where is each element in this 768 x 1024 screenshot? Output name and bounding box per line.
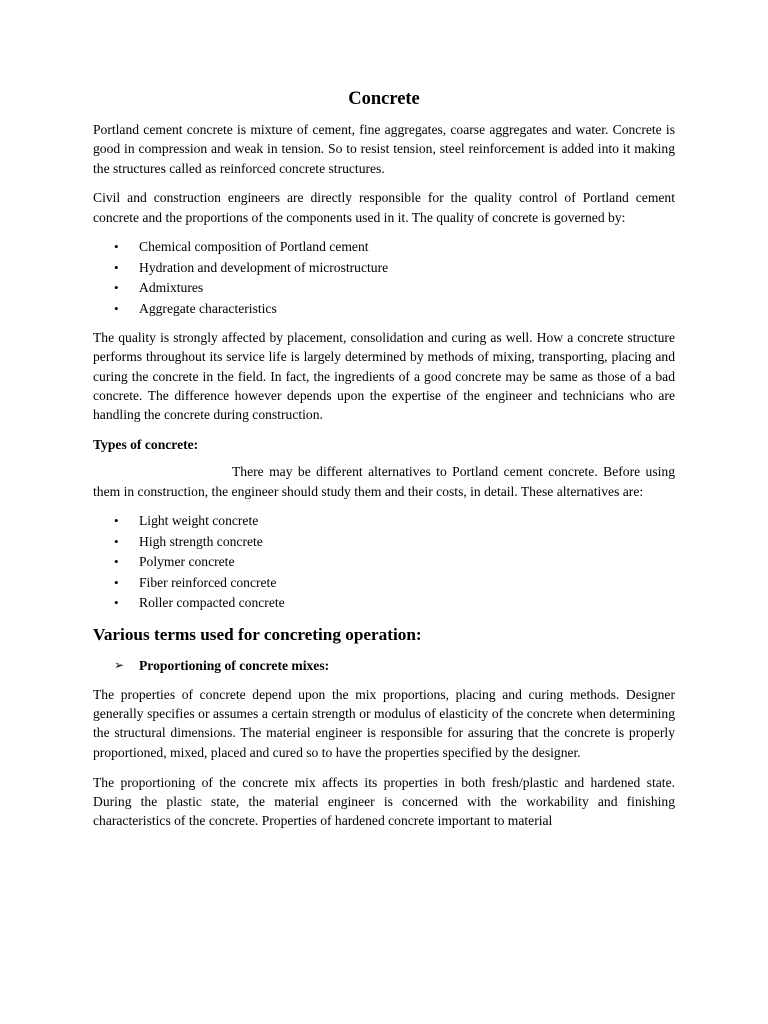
alternatives-list xyxy=(93,511,675,613)
section-heading: Various terms used for concreting operation: xyxy=(93,624,422,644)
bullet-icon: • xyxy=(114,239,119,255)
bullet-icon: • xyxy=(114,300,119,316)
bullet-icon: • xyxy=(114,554,119,570)
list-item: • Roller compacted concrete xyxy=(93,593,675,613)
proportioning-paragraph: The proportioning of the concrete mix affects its properties in both fresh/plastic and hardened state. During the plastic state, the material engineer is concerned with the workability and finishing characteristics of the concrete. Properties of hardened concrete important to material xyxy=(93,774,675,829)
bullet-icon: • xyxy=(114,259,119,275)
list-item: • Aggregate characteristics xyxy=(93,299,675,319)
list-item: • Hydration and development of microstructure xyxy=(93,258,675,278)
placement-paragraph: The quality is strongly affected by placement, consolidation and curing as well. How a concrete structure performs throughout its service life is largely determined by methods of mixing, transporting, placing and curing the concrete in the field. In fact, the ingredients of a good concrete may be same as those of a bad concrete. The difference however depends upon the expertise of the engineer and technicians who are handling the concrete during construction. xyxy=(93,330,675,423)
bullet-icon: • xyxy=(114,574,119,590)
subsection-heading xyxy=(93,656,675,675)
list-item: • Admixtures xyxy=(93,278,675,298)
bullet-icon: • xyxy=(114,513,119,529)
list-item: • High strength concrete xyxy=(93,532,675,552)
list-item: • Fiber reinforced concrete xyxy=(93,573,675,593)
alternatives-paragraph: There may be different alternatives to Portland cement concrete. Before using them in construction, the engineer should study them and their costs, in detail. These alternatives are: xyxy=(93,464,675,499)
list-item: • Light weight concrete xyxy=(93,511,675,531)
properties-paragraph: The properties of concrete depend upon the mix proportions, placing and curing methods. Designer generally specifies or assumes a certain strength or modulus of elasticity of the concrete when determining the structural dimensions. The material engineer is responsible for assuring that the concrete is properly proportioned, mixed, placed and cured so to have the properties specified by the designer. xyxy=(93,686,675,760)
document-title: Concrete xyxy=(348,89,420,109)
bullet-icon: • xyxy=(114,533,119,549)
quality-factors-list xyxy=(93,237,675,319)
subsection-heading-label: Proportioning of concrete mixes: xyxy=(139,657,330,673)
intro-paragraph: Portland cement concrete is mixture of cement, fine aggregates, coarse aggregates and water. Concrete is good in compression and weak in tension. So to resist tension, steel reinforcement is added into it making the structures called as reinforced concrete structures. xyxy=(93,122,675,176)
arrow-bullet-icon: ➢ xyxy=(114,657,125,672)
list-item: • Polymer concrete xyxy=(93,552,675,572)
bullet-icon: • xyxy=(114,280,119,296)
types-heading: Types of concrete: xyxy=(93,437,199,453)
document-page xyxy=(93,88,675,830)
bullet-icon: • xyxy=(114,595,119,611)
list-item: • Chemical composition of Portland cement xyxy=(93,237,675,257)
quality-control-paragraph: Civil and construction engineers are directly responsible for the quality control of Portland cement concrete and the proportions of the components used in it. The quality of concrete is governed by: xyxy=(93,190,675,225)
